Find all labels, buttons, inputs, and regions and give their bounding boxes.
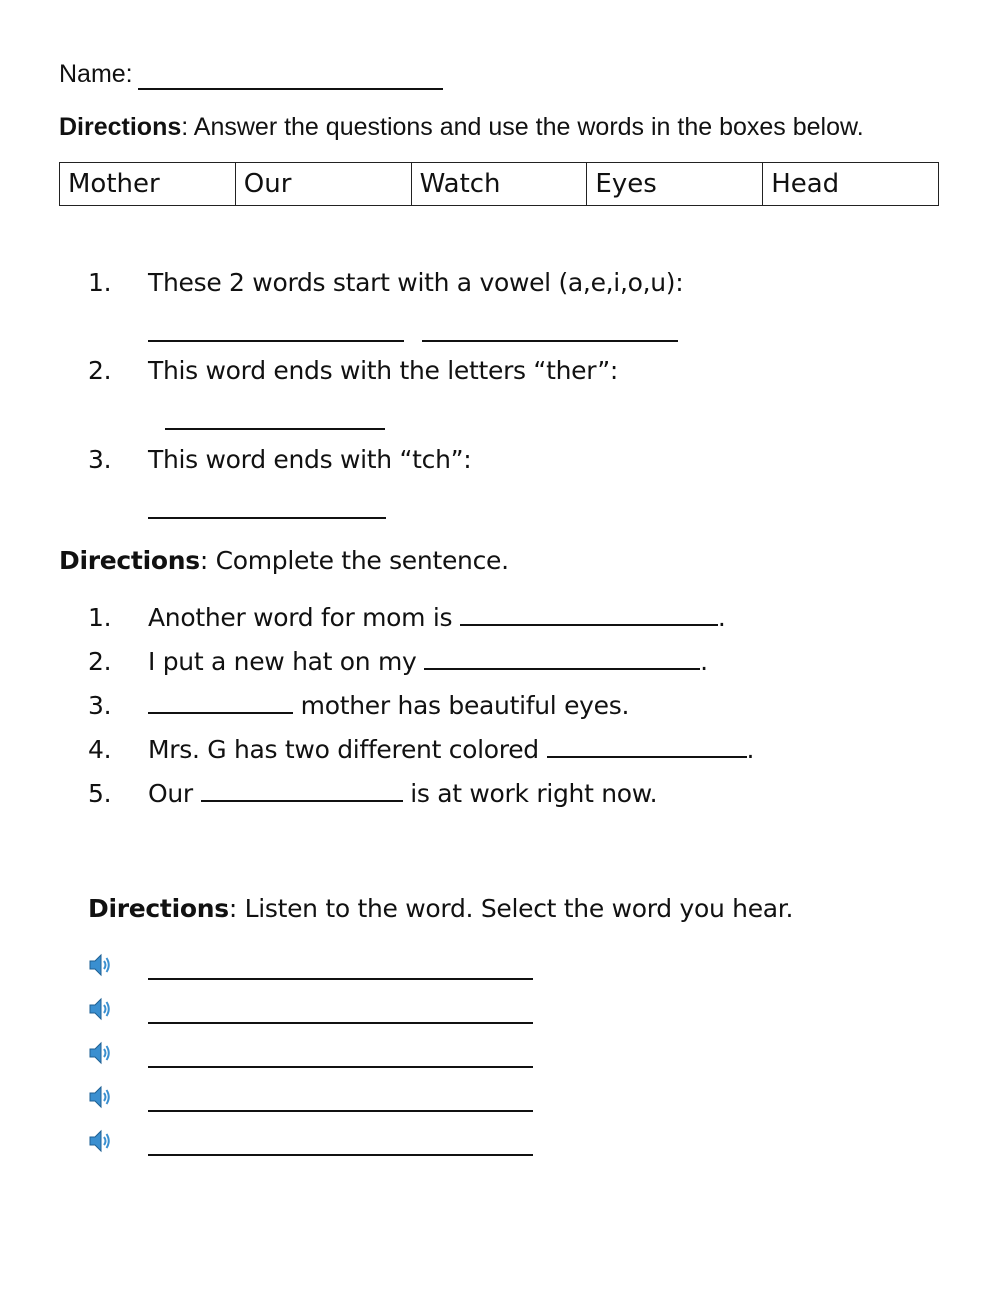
- listen-answer-line[interactable]: [148, 978, 533, 980]
- question-number: 3.: [88, 445, 112, 474]
- listen-answer-line[interactable]: [148, 1154, 533, 1156]
- question-text: This word ends with “tch”:: [148, 445, 472, 474]
- sentence-blank[interactable]: [148, 711, 293, 714]
- speaker-icon[interactable]: [88, 996, 112, 1022]
- word-bank-cell: Mother: [60, 163, 236, 206]
- sentence-number: 2.: [88, 647, 112, 676]
- speaker-icon[interactable]: [88, 1084, 112, 1110]
- sentence: I put a new hat on my .: [148, 647, 708, 676]
- sentence: mother has beautiful eyes.: [148, 691, 629, 720]
- sentence-blank[interactable]: [547, 755, 747, 758]
- question-number: 1.: [88, 268, 112, 297]
- answer-line[interactable]: [165, 428, 385, 430]
- word-bank-cell: Our: [235, 163, 411, 206]
- sentence-blank[interactable]: [424, 667, 700, 670]
- name-label: Name:: [59, 60, 133, 88]
- sentence: Our is at work right now.: [148, 779, 658, 808]
- answer-line[interactable]: [422, 340, 678, 342]
- question-number: 2.: [88, 356, 112, 385]
- listen-answer-line[interactable]: [148, 1110, 533, 1112]
- section1-directions: Directions: Answer the questions and use the words in the boxes below.: [59, 113, 864, 141]
- answer-line[interactable]: [148, 517, 386, 519]
- word-bank-cell: Head: [763, 163, 939, 206]
- word-bank-table: [59, 162, 939, 206]
- sentence-number: 5.: [88, 779, 112, 808]
- sentence-blank[interactable]: [201, 799, 403, 802]
- speaker-icon[interactable]: [88, 1128, 112, 1154]
- answer-line[interactable]: [148, 340, 404, 342]
- question-text: These 2 words start with a vowel (a,e,i,o,u):: [148, 268, 684, 297]
- speaker-icon[interactable]: [88, 952, 112, 978]
- name-answer-line[interactable]: [138, 88, 443, 90]
- word-bank-cell: Watch: [411, 163, 587, 206]
- word-bank-cell: Eyes: [587, 163, 763, 206]
- speaker-icon[interactable]: [88, 1040, 112, 1066]
- sentence-number: 1.: [88, 603, 112, 632]
- listen-answer-line[interactable]: [148, 1022, 533, 1024]
- sentence-number: 4.: [88, 735, 112, 764]
- sentence-number: 3.: [88, 691, 112, 720]
- sentence: Mrs. G has two different colored .: [148, 735, 755, 764]
- section3-directions: Directions: Listen to the word. Select the word you hear.: [88, 894, 794, 923]
- question-text: This word ends with the letters “ther”:: [148, 356, 619, 385]
- listen-answer-line[interactable]: [148, 1066, 533, 1068]
- sentence-blank[interactable]: [460, 623, 718, 626]
- section2-directions: Directions: Complete the sentence.: [59, 546, 509, 575]
- sentence: Another word for mom is .: [148, 603, 726, 632]
